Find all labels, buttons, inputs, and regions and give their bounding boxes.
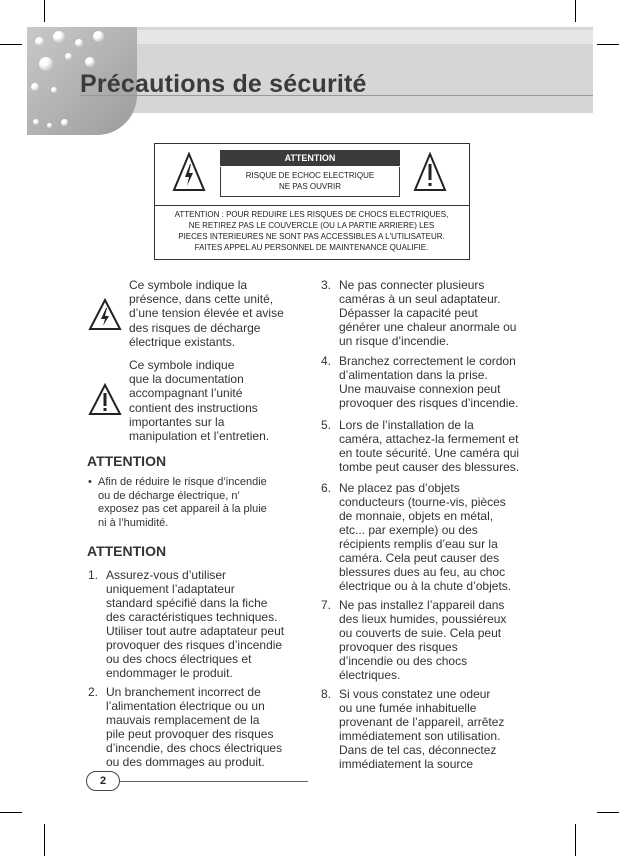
item-line: Dans de tel cas, déconnectez [339,743,497,757]
item-line: de monnaie, objets en métal, [339,509,494,523]
item-line: ou couverts de suie. Cela peut [339,626,502,640]
water-drop [47,123,52,128]
item-line: électriques. [339,668,401,682]
item-line: Ne pas connecter plusieurs [339,278,485,292]
water-drop [65,53,72,60]
item-line: standard spécifié dans la fiche [106,596,268,610]
item-line: tombe peut causer des blessures. [339,460,520,474]
item-line: des caractéristiques techniques. [106,610,278,624]
header-band-highlight [100,30,593,44]
item-line: Lors de l’installation de la [339,418,474,432]
warning-subtext [220,167,400,197]
symbol-description-line: que la documentation [129,372,244,387]
symbol-description-line: d’une tension élevée et avise [129,306,284,321]
item-line: Une mauvaise connexion peut [339,382,501,396]
bullet-line: ou de décharge électrique, n’ [98,489,240,502]
crop-mark [575,824,576,856]
water-drop [93,31,104,42]
bullet-line: exposez pas cet appareil à la pluie [98,503,267,515]
item-line: provoquer des risques [339,640,458,654]
crop-mark [597,44,619,45]
symbol-description-line: électrique existants. [129,334,236,349]
water-drop [33,119,39,125]
item-line: caméras à un seul adaptateur. [339,292,501,306]
item-line: immédiatement la source [339,757,474,771]
water-drop [31,83,39,91]
page-title: Précautions de sécurité [80,70,367,98]
page-number: 2 [86,771,120,791]
item-line: Si vous constatez une odeur [339,687,491,701]
item-line: provoquer des risques d’incendie [106,638,283,652]
warning-subtext-line: RISQUE DE ECHOC ELECTRIQUE [245,171,375,180]
attention-heading: ATTENTION [87,543,167,559]
item-number: 6. [321,481,332,495]
item-line: Branchez correctement le cordon [339,354,516,368]
water-drop [51,87,57,93]
exclamation-triangle-icon [88,383,122,417]
item-number: 2. [88,685,99,699]
bullet-line: ni à l’humidité. [98,516,169,529]
item-line: provenant de l’appareil, arrêtez [339,715,505,729]
symbol-description-line: Ce symbole indique la [129,278,248,292]
item-line: Dépasser la capacité peut [339,306,478,320]
item-line: d’incendie, des chocs électriques [106,741,283,755]
water-drop [85,57,95,67]
item-line: des lieux humides, poussiéreux [339,612,507,626]
item-number: 4. [321,354,332,368]
item-line: conducteurs (tourne-vis, pièces [339,495,506,509]
item-line: ou des dommages au produit. [106,755,265,769]
item-line: électrique ou à la chute d’objets. [339,579,512,593]
item-line: générer une chaleur anormale ou [339,320,517,334]
water-drop [39,57,53,71]
item-line: Un branchement incorrect de [106,685,261,699]
crop-mark [0,812,22,813]
warning-heading: ATTENTION [220,150,400,166]
symbol-description-line: des risques de décharge [129,320,261,335]
warning-text-line: ATTENTION : POUR REDUIRE LES RISQUES DE CHOCS ELECTRIQUES, [174,210,449,219]
warning-divider [154,205,470,206]
item-number: 8. [321,687,332,701]
item-line: caméra, attachez-la fermement et [339,432,519,446]
symbol-description-line: Ce symbole indique [129,358,235,372]
item-line: en toute sécurité. Une caméra qui [339,446,520,460]
item-line: ou des chocs électriques et [106,652,252,666]
symbol-description-line: présence, dans cette unité, [129,292,274,307]
symbol-description [129,278,284,349]
item-line: d’incendie ou des chocs [339,654,468,668]
item-number: 3. [321,278,332,292]
water-drop [61,119,68,126]
footer-rule [118,781,308,782]
symbol-description [129,358,269,443]
item-line: etc... par exemple) ou des [339,523,478,537]
lightning-triangle-icon [172,152,206,192]
water-drop [53,31,65,43]
attention-heading: ATTENTION [87,453,167,469]
crop-mark [597,812,619,813]
item-line: récipients remplis d’eau sur la [339,537,498,551]
item-line: d’alimentation dans la prise. [339,368,488,382]
item-line: endommager le produit. [106,666,233,680]
item-line: immédiatement son utilisation. [339,729,501,743]
bullet-dot: • [88,476,92,488]
exclamation-triangle-icon [413,152,447,192]
warning-subtext-line: NE PAS OUVRIR [278,182,342,191]
crop-mark [44,824,45,856]
item-line: blessures dues au feu, au choc [339,565,506,579]
warning-text-line: FAITES APPEL AU PERSONNEL DE MAINTENANCE QUALIFIE. [194,243,429,252]
item-line: caméra. Cela peut causer des [339,551,500,565]
water-drop [35,37,44,46]
item-line: mauvais remplacement de la [106,713,260,727]
crop-mark [44,0,45,22]
item-line: l’alimentation électrique ou un [106,699,265,713]
item-number: 1. [88,568,99,582]
item-line: Ne placez pas d’objets [339,481,460,495]
warning-text-line: PIECES INTERIEURES NE SONT PAS ACCESSIBLES A L'UTILISATEUR. [178,232,445,241]
item-line: Utiliser tout autre adaptateur peut [106,624,285,638]
warning-text [158,209,465,253]
crop-mark [575,0,576,22]
symbol-description-line: importantes sur la [129,414,225,429]
water-drop [75,39,83,47]
item-number: 5. [321,418,332,432]
lightning-triangle-icon [88,298,122,332]
item-line: uniquement l’adaptateur [106,582,235,596]
item-line: ou une fumée inhabituelle [339,701,477,715]
symbol-description-line: contient des instructions [129,400,258,415]
item-line: Ne pas installez l’appareil dans [339,598,505,612]
crop-mark [0,44,22,45]
item-number: 7. [321,598,332,612]
warning-text-line: NE RETIREZ PAS LE COUVERCLE (OU LA PARTIE ARRIERE) LES [188,221,435,230]
symbol-description-line: manipulation et l’entretien. [129,429,270,444]
item-line: pile peut provoquer des risques [106,727,274,741]
symbol-description-line: accompagnant l’unité [129,386,243,401]
item-line: un risque d’incendie. [339,334,450,348]
item-line: provoquer des risques d’incendie. [339,396,519,410]
item-line: Assurez-vous d’utiliser [106,568,227,582]
bullet-line: Afin de réduire le risque d’incendie [98,476,267,488]
